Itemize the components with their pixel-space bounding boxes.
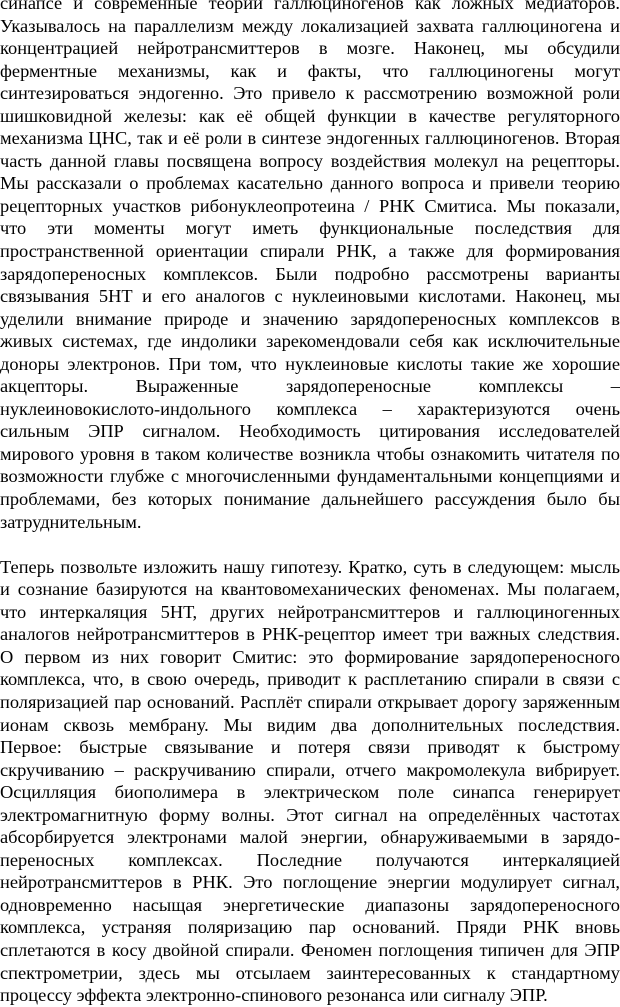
text-line: синтезироваться эндогенно. Это привело к рассмотрению возможной роли (0, 83, 620, 104)
text-line: скручиванию – раскручиванию спирали, отчего макромолекула вибрирует. (0, 759, 620, 780)
text-line: переносных комплексах. Последние получаются интеркаляцией (0, 849, 620, 870)
text-line: одновременно насыщая энергетические диапазоны зарядопереносного (0, 894, 620, 915)
text-line: и сознание базируются на квантовомеханических феноменах. Мы полагаем, (0, 579, 620, 600)
text-line: пространственной ориентации спирали РНК, а также для формирования (0, 241, 620, 262)
text-line: сильным ЭПР сигналом. Необходимость цитирования исследователей (0, 421, 620, 442)
text-line: Мы рассказали о проблемах касательно данного вопроса и привели теорию (0, 173, 620, 194)
text-line: спектрометрии, здесь мы отсылаем заинтересованных к стандартному (0, 962, 620, 983)
text-line: комплекса, что, в свою очередь, приводит к расплетанию спирали в связи с (0, 669, 620, 690)
text-line: живых системах, где индолики зарекомендовали себя как исключительные (0, 331, 620, 352)
text-line: что интеркаляция 5НТ, других нейротрансмиттеров и галлюциногенных (0, 601, 620, 622)
text-line: процессу эффекта электронно-спинового резонанса или сигналу ЭПР. (0, 985, 548, 1006)
text-line: комплекса, устраняя поляризацию пар оснований. Пряди РНК вновь (0, 917, 620, 938)
text-line: О первом из них говорит Смитис: это формирование зарядопереносного (0, 646, 620, 667)
text-line: что эти моменты могут иметь функциональные последствия для (0, 218, 620, 239)
text-line: нейротрансмиттеров в РНК. Это поглощение энергии модулирует сигнал, (0, 872, 620, 893)
text-line: связывания 5НТ и его аналогов с нуклеиновыми кислотами. Наконец, мы (0, 286, 620, 307)
text-line: Осцилляция биополимера в электрическом поле синапса генерирует (0, 782, 620, 803)
text-line: шишковидной железы: как её общей функции в качестве регуляторного (0, 105, 620, 126)
text-line: Указывалось на параллелизм между локализацией захвата галлюциногена и (0, 15, 620, 36)
text-line: мирового уровня в таком количестве возникла чтобы ознакомить читателя по (0, 443, 620, 464)
text-line: ферментные механизмы, как и факты, что галлюциногены могут (0, 60, 620, 81)
text-line: Теперь позвольте изложить нашу гипотезу. Кратко, суть в следующем: мысль (0, 556, 620, 577)
text-line: сплетаются в косу двойной спирали. Феномен поглощения типичен для ЭПР (0, 939, 620, 960)
text-line: зарядопереносных комплексов. Были подробно рассмотрены варианты (0, 263, 620, 284)
text-line: концентрацией нейротрансмиттеров в мозге. Наконец, мы обсудили (0, 38, 620, 59)
text-line: возможности глубже с многочисленными фундаментальными концепциями и (0, 466, 620, 487)
text-line: поляризацией пар оснований. Расплёт спирали открывает дорогу заряженным (0, 691, 620, 712)
text-line: доноры электронов. При том, что нуклеиновые кислоты такие же хорошие (0, 353, 620, 374)
text-line: уделили внимание природе и значению зарядопереносных комплексов в (0, 308, 620, 329)
text-line: часть данной главы посвящена вопросу воздействия молекул на рецепторы. (0, 150, 620, 171)
text-line: ионам сквозь мембрану. Мы видим два дополнительных последствия. (0, 714, 620, 735)
text-line: затруднительным. (0, 511, 142, 532)
text-line: акцепторы. Выраженные зарядопереносные комплексы – (0, 376, 620, 397)
text-line: синапсе и современные теории галлюциногенов как ложных медиаторов. (0, 0, 620, 13)
text-line: рецепторных участков рибонуклеопротеина / РНК Смитиса. Мы показали, (0, 195, 620, 216)
text-line: аналогов нейротрансмиттеров в РНК-рецептор имеет три важных следствия. (0, 624, 620, 645)
text-line: нуклеиновокислото-индольного комплекса – характеризуются очень (0, 398, 620, 419)
text-line: механизма ЦНС, так и её роли в синтезе эндогенных галлюциногенов. Вторая (0, 128, 620, 149)
paragraph-hypothesis (0, 556, 620, 1007)
text-line: абсорбируется электронами малой энергии, обнаруживаемыми в зарядо- (0, 827, 620, 848)
text-line: проблемами, без которых понимание дальнейшего рассуждения было бы (0, 489, 620, 510)
text-line: электромагнитную форму волны. Этот сигнал на определённых частотах (0, 804, 620, 825)
text-line: Первое: быстрые связывание и потеря связи приводят к быстрому (0, 737, 620, 758)
